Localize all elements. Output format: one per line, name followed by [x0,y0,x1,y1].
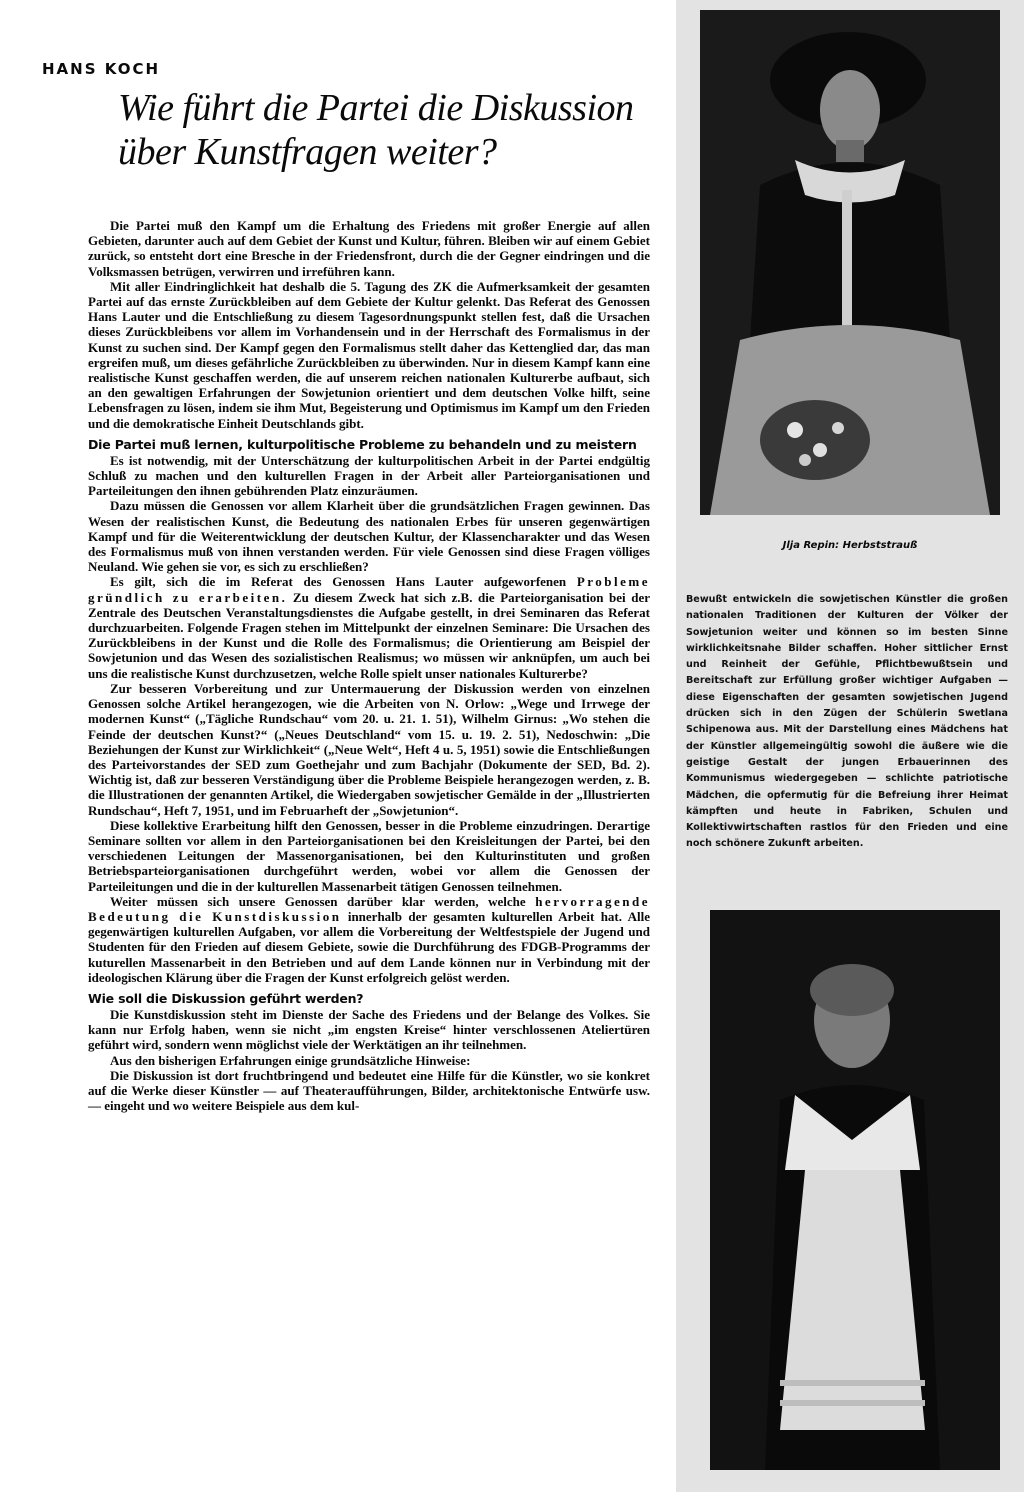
article-title [118,86,658,174]
title-line-1: Wie führt die Partei die Diskussion [118,87,634,129]
paragraph: Aus den bisherigen Erfahrungen einige grundsätzliche Hinweise: [110,1052,471,1068]
section-heading: Die Partei muß lernen, kulturpolitische Probleme zu behandeln und zu meistern [88,436,637,452]
portrait-woman-image [700,10,1000,515]
emphasis-spaced: hervorragende Bedeutung die Kunstdiskussion [88,893,651,924]
paragraph: Zur besseren Vorbereitung und zur Untermauerung der Diskussion werden von einzelnen Genossen solche Artikel herangezogen, wie die Arbeiten von N. Orlow: „Wege und Irrwege der modernen Kunst“ („Tägliche Rundschau“ vom 20. u. 21. 1. 51), Wilhelm Girnus: „Wo stehen die Feinde der deutschen Kunst?“ („Neues Deutschland“ vom 15. u. 19. 2. 51), Nedoschwin: „Die Beziehungen der Kunst zur Wirklichkeit“ („Neue Welt“, Heft 4 u. 5, 1951) sowie die Entschließungen des Parteivorstandes der SED zum Goethejahr und zum Bachjahr (Dokumente der SED, Bd. 2). Wichtig ist, daß zur besseren Verständigung über die Probleme Beispiele herangezogen werden, z. B. die Illustrationen der genannten Artikel, die Wiedergaben sowjetischer Gemälde in der „Illustrierten Rundschau“, Heft 7, 1951, und im Februarheft der „Sowjetunion“. [88,680,650,818]
author-name: HANS KOCH [42,60,161,78]
emphasis-spaced: Probleme gründlich zu erarbeiten. [88,574,651,605]
text-run: Weiter müssen sich unsere Genossen darüber klar werden, welche [110,893,526,909]
paragraph [88,574,650,680]
painting-schuelerin [710,910,1000,1470]
text-run: Es gilt, sich die im Referat des Genossen Hans Lauter aufgeworfenen [110,574,567,590]
section-heading: Wie soll die Diskussion geführt werden? [88,990,364,1006]
title-line-2: über Kunstfragen weiter? [118,131,497,173]
paragraph [88,894,650,985]
portrait-girl-image [710,910,1000,1470]
painting-caption: Jlja Repin: Herbststrauß [782,540,918,551]
article-body [88,218,650,1113]
paragraph: Die Partei muß den Kampf um die Erhaltung des Friedens mit großer Energie auf allen Gebieten, darunter auch auf dem Gebiet der Kunst und Kultur, führen. Bleiben wir auf einem Gebiet zurück, so entsteht dort eine Bresche in der Friedensfront, durch die der Gegner eindringen und die Volksmassen betrügen, verwirren und irreführen kann. [88,218,650,279]
paragraph: Dazu müssen die Genossen vor allem Klarheit über die grundsätzlichen Fragen gewinnen. Das Wesen der realistischen Kunst, die Bedeutung des nationalen Erbes für unseren gegenwärtigen Kampf und für die Weiterentwicklung der deutschen Kultur, der Klassencharakter und das Wesen des Formalismus muß von ihnen verstanden werden. Für viele Genossen sind diese Fragen völliges Neuland. Wie gehen sie vor, es sich zu erschließen? [88,498,650,575]
paragraph: Die Kunstdiskussion steht im Dienste der Sache des Friedens und der Belange des Volkes. Sie kann nur Erfolg haben, wenn sie nicht „im engsten Kreise“ hinter verschlossenen Ateliertüren geführt wird, sondern wenn möglichst viele der Werktätigen an ihr teilnehmen. [88,1006,650,1053]
paragraph: Es ist notwendig, mit der Unterschätzung der kulturpolitischen Arbeit in der Partei endgültig Schluß zu machen und den kulturellen Fragen in der Arbeit aller Parteiorganisationen und Parteileitungen den ihnen gebührenden Platz einzuräumen. [88,452,650,499]
paragraph: Diese kollektive Erarbeitung hilft den Genossen, besser in die Probleme einzudringen. Derartige Seminare sollten vor allem in den Parteiorganisationen bei den Kreisleitungen der Partei, bei den verschiedenen Leitungen der Massenorganisationen, bei den Kulturinstituten und großen Betriebsparteiorganisationen durchgeführt werden, wobei vor allem die Genossen der Parteileitungen und die in der kulturellen Massenarbeit tätigen Genossen teilnehmen. [88,817,650,894]
painting-herbststrauss [700,10,1000,515]
text-run: innerhalb der gesamten kulturellen Arbeit hat. Alle gegenwärtigen kulturellen Aufgaben, vor allem die Vorbereitung der Weltfestspiele der Jugend und Studenten für den Frieden auf diesem Gebiete, sowie die Durchführung des FDGB-Programms der kuturellen Massenarbeit in den Betrieben und auf dem Lande können nur in Verbindung mit der ideologischen Klärung über die Fragen der Kunst erfolgreich gelöst werden. [88,908,650,985]
sidebar-caption-text: Bewußt entwickeln die sowjetischen Künstler die großen nationalen Traditionen der Kulturen der Völker der Sowjetunion weiter und können so im besten Sinne wirklichkeitsnahe Bilder schaffen. Hoher sittlicher Ernst und Reinheit der Gefühle, Pflichtbewußtsein und Bereitschaft zur Erfüllung großer wichtiger Aufgaben — diese Eigenschaften der gesamten sowjetischen Jugend drücken sich in den Zügen der Schülerin Swetlana Schipenowa aus. Mit der Darstellung eines Mädchens hat der Künstler allgemeingültig sowohl die äußere wie die geistige Gestalt der jungen Erbauerinnen des Kommunismus wiedergegeben — schlichte patriotische Mädchen, die opfermutig für die Befreiung ihrer Heimat kämpften und heute in Fabriken, Schulen und Kollektivwirtschaften rastlos für den Frieden und eine noch schönere Zukunft arbeiten. [686,594,1008,850]
paragraph: Die Diskussion ist dort fruchtbringend und bedeutet eine Hilfe für die Künstler, wo sie konkret auf die Werke dieser Künstler — auf Theateraufführungen, Bilder, architektonische Entwürfe usw. — eingeht und wo weitere Beispiele aus dem kul- [88,1067,650,1114]
paragraph: Mit aller Eindringlichkeit hat deshalb die 5. Tagung des ZK die Aufmerksamkeit der gesamten Partei auf das ernste Zurückbleiben auf dem Gebiete der Kultur gelenkt. Das Referat des Genossen Hans Lauter und die Entschließung zu diesem Tagesordnungspunkt stellen fest, daß die Ursachen dieses Zurückbleibens vor allem im Vorhandensein und in der Herrschaft des Formalismus in der Kunst zu suchen sind. Der Kampf gegen den Formalismus stellt daher das Kettenglied dar, das man ergreifen muß, um dieses gefährliche Zurückbleiben zu überwinden. Nur in diesem Kampf kann eine realistische Kunst geschaffen werden, die auf unserem reichen nationalen Kulturerbe aufbaut, sich an den gewaltigen Erfahrungen der Sowjetunion orientiert und dem deutschen Volke hilft, seine Lebensfragen zu lösen, indem sie ihm Mut, Begeisterung und Optimismus im Kampf um den Frieden und die demokratische Einheit Deutschlands gibt. [88,278,650,431]
text-run: Zu diesem Zweck hat sich z.B. die Parteiorganisation bei der Zentrale des Deutschen Veranstaltungsdienstes die Aufgabe gestellt, in drei Seminaren das Referat durchzuarbeiten. Folgende Fragen stehen im Mittelpunkt der einzelnen Seminare: Die Ursachen des Zurückbleibens in der Kunst und die Rolle des Formalismus; die Orientierung am Beispiel der Sowjetunion und das Wesen des sozialistischen Realismus; wo müssen wir anknüpfen, um auch bei uns die realistische Kunst durchzusetzen, welche Rolle spielt unser nationales Kulturerbe? [88,589,651,681]
